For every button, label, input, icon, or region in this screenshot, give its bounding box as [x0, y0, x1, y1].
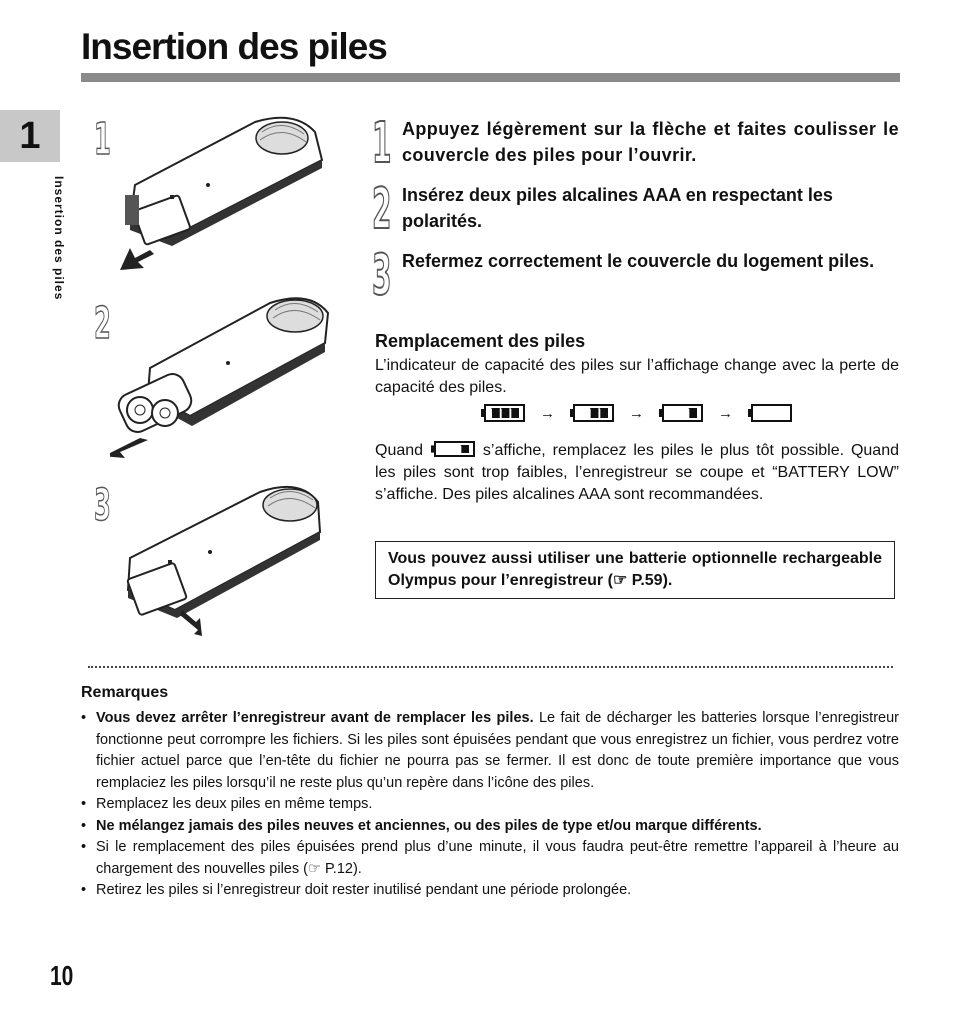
battery-icon-empty — [747, 403, 793, 423]
note-text-before: Vous pouvez aussi utiliser une batterie optionnelle rechargeable Olympus pour l’enregistreur ( — [388, 550, 882, 589]
recorder-closed-cover-illustration — [110, 470, 330, 640]
step-2-text: Insérez deux piles alcalines AAA en respectant les polarités. — [402, 185, 833, 231]
dotted-separator — [88, 666, 893, 668]
remark-bold-text: Ne mélangez jamais des piles neuves et anciennes, ou des piles de type et/ou marque différents. — [96, 817, 762, 834]
arrow-2: → — [629, 404, 644, 422]
battery-icon-two-bars — [569, 403, 615, 423]
figure-label-1: 1 — [94, 114, 111, 165]
battery-bar — [502, 408, 510, 418]
title-rule — [81, 73, 900, 82]
remark-item — [81, 880, 899, 902]
step-number-1: 1 — [372, 111, 392, 176]
remark-item — [81, 708, 899, 794]
page-title: Insertion des piles — [81, 26, 387, 67]
recorder-insert-batteries-illustration — [110, 288, 335, 458]
battery-bar — [689, 408, 697, 418]
battery-icon-one-bar — [658, 403, 704, 423]
battery-bar — [511, 408, 519, 418]
step-number-3: 3 — [372, 243, 392, 308]
chapter-tab: 1 — [0, 110, 60, 162]
step-3-text: Refermez correctement le couvercle du logement piles. — [402, 251, 875, 271]
replacement-instructions — [375, 440, 899, 506]
battery-level-sequence — [480, 403, 793, 423]
remark-text: Le fait de décharger les batteries lorsque l’enregistreur fonctionne peut corrompre les fichiers. Si les piles sont épuisées pendant que vous enregistrez un fichier, vous perdrez votre fichier actuel parce que l’en-tête du fichier ne pourra pas se fermer. Il est donc de toute première importance que vous remplaciez les piles lorsqu’il ne reste plus qu’un repère dans l’icône des piles. — [96, 710, 899, 791]
figure-label-3: 3 — [94, 480, 111, 531]
step-1-text: Appuyez légèrement sur la flèche et faites coulisser le couvercle des piles pour l’ouvrir. — [402, 119, 899, 165]
arrow-3: → — [718, 404, 733, 422]
note-text-after: P.59). — [627, 572, 673, 589]
remark-bold-text: Vous devez arrêter l’enregistreur avant de remplacer les piles. — [96, 710, 534, 726]
arrow-1: → — [540, 404, 555, 422]
chapter-side-label: Insertion des piles — [52, 176, 66, 301]
remark-item — [81, 837, 899, 880]
battery-bar — [591, 408, 599, 418]
recorder-open-cover-illustration — [110, 110, 330, 280]
battery-icon-inline — [430, 440, 476, 458]
battery-bar — [461, 445, 469, 453]
when-prefix: Quand — [375, 442, 424, 459]
remark-item — [81, 816, 899, 838]
page-number: 10 — [50, 960, 74, 991]
remarks-heading: Remarques — [81, 684, 169, 701]
remark-item — [81, 794, 899, 816]
rechargeable-note-box — [375, 541, 895, 599]
remarks-list — [81, 708, 899, 902]
battery-bar — [600, 408, 608, 418]
battery-icon-full — [480, 403, 526, 423]
figure-label-2: 2 — [94, 298, 111, 349]
replacement-intro: L’indicateur de capacité des piles sur l’affichage change avec la perte de capacité des piles. — [375, 357, 899, 396]
remark-text: Remplacez les deux piles en même temps. — [96, 796, 373, 812]
battery-bar — [492, 408, 500, 418]
step-number-2: 2 — [372, 177, 392, 242]
replacement-heading: Remplacement des piles — [375, 331, 586, 351]
when-suffix: s’affiche, remplacez les piles le plus tôt possible. Quand les piles sont trop faibles, l’enregistreur se coupe et “BATTERY LOW” s’affiche. Des piles alcalines AAA sont recommandées. — [375, 442, 899, 503]
remark-text: Retirez les piles si l’enregistreur doit rester inutilisé pendant une période prolongée. — [96, 882, 632, 898]
remark-text: Si le remplacement des piles épuisées prend plus d’une minute, il vous faudra peut-être remettre l’appareil à l’heure au chargement des nouvelles piles (☞ P.12). — [96, 839, 899, 877]
pointing-hand-icon: ☞ — [612, 572, 628, 589]
